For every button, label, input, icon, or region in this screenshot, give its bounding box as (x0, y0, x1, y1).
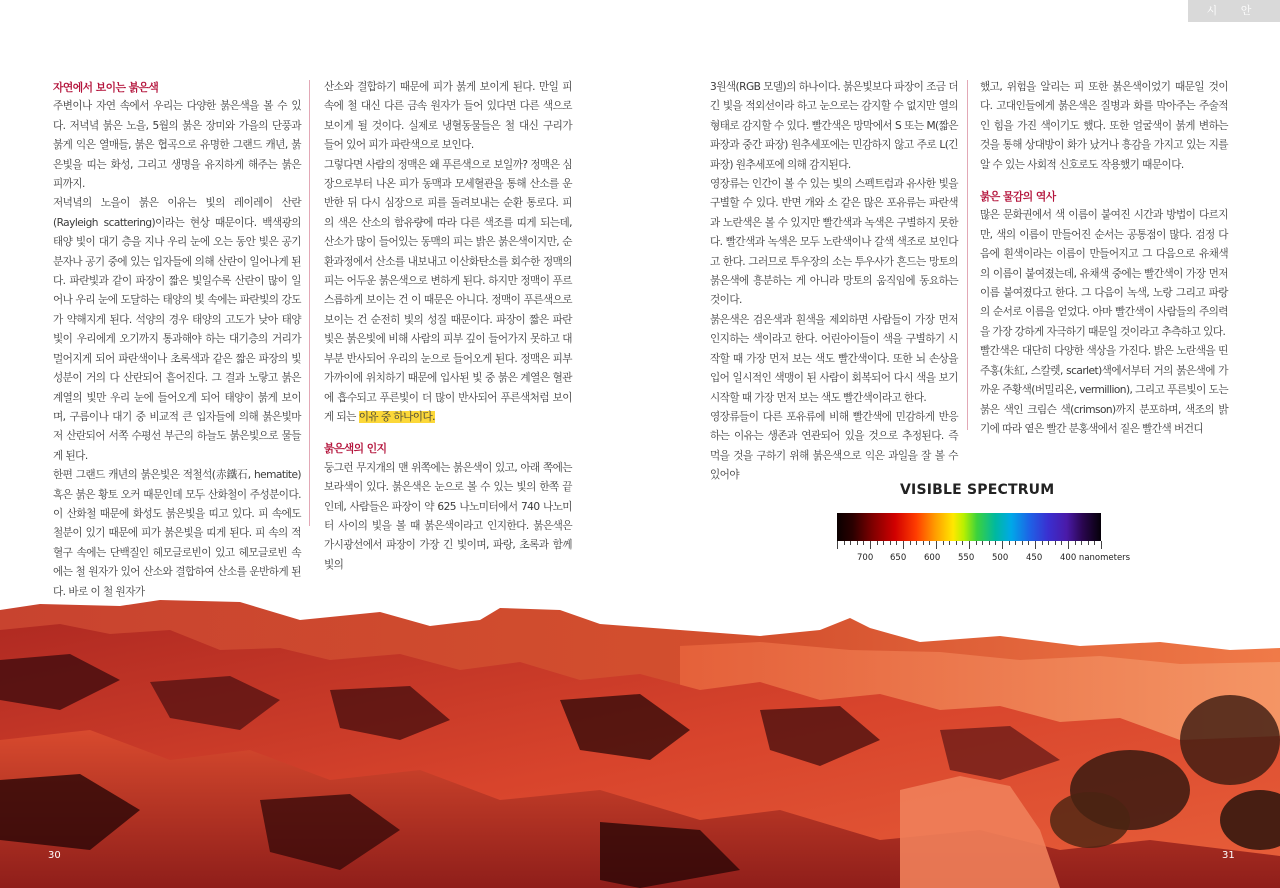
spectrum-tick-label: 400 nanometers (1060, 553, 1131, 563)
spectrum-tick (936, 541, 937, 549)
spectrum-gradient-bar (837, 513, 1101, 541)
spectrum-title: VISIBLE SPECTRUM (900, 482, 1055, 498)
spectrum-tick (982, 541, 983, 545)
spectrum-tick (1101, 541, 1102, 549)
section-heading: 붉은 물감의 역사 (980, 190, 1056, 204)
spectrum-tick (949, 541, 950, 545)
spectrum-tick (837, 541, 838, 549)
canyon-photo (0, 590, 1280, 888)
paragraph: 한편 그랜드 캐년의 붉은빛은 적철석(赤鐵石, hematite) 혹은 붉은 황토 오커 때문인데 모두 산화철이 주성분이다. 이 산화철 때문에 화성도 붉은빛을 띠고 있다. 피 속에도 철분이 있기 때문에 피가 붉은빛을 띠게 된다. 피 속의 적혈구 속에는 단백질인 헤모글로빈이 있고 헤모글로빈 속에는 철 원자가 있어 산소와 결합하여 산소를 운반하게 된다. 바로 이 철 원자가 (53, 469, 301, 598)
spectrum-tick (1015, 541, 1016, 545)
spectrum-tick (1009, 541, 1010, 545)
paragraph: 했고, 위험을 알리는 피 또한 붉은색이었기 때문일 것이다. 고대인들에게 붉은색은 질병과 화를 막아주는 주술적인 힘을 가진 색이기도 했다. 또한 얼굴색이 붉게 변하는 것을 통해 상대방이 화가 났거나 흥감을 가지고 있는 지를 알 수 있는 사회적 신호로도 작용했기 때문이다. (980, 81, 1228, 171)
column-divider (967, 80, 968, 430)
spectrum-tick (995, 541, 996, 545)
spectrum-tick (929, 541, 930, 545)
spectrum-tick (890, 541, 891, 545)
spectrum-tick (1094, 541, 1095, 545)
spectrum-ticks (837, 541, 1101, 549)
spectrum-tick-label: 500 (992, 553, 1009, 563)
spectrum-tick (969, 541, 970, 549)
paragraph: 주변이나 자연 속에서 우리는 다양한 붉은색을 볼 수 있다. 저녁녘 붉은 노을, 5월의 붉은 장미와 가을의 단풍과 붉게 익은 열매들, 붉은 협곡으로 유명한 그랜드 캐년, 붉은빛을 띠는 화성, 그리고 생명을 유지하게 해주는 붉은 피까지. (53, 100, 301, 191)
paragraph (324, 156, 572, 428)
spectrum-tick (1042, 541, 1043, 545)
paragraph: 영장류들이 다른 포유류에 비해 빨간색에 민감하게 반응하는 이유는 생존과 연관되어 있을 것으로 추정된다. 즉 먹을 것을 구하기 위해 붉은색으로 익은 과일을 잘 볼 수 있어야 (710, 410, 958, 482)
spectrum-tick (962, 541, 963, 545)
spectrum-tick (956, 541, 957, 545)
spectrum-tick (1068, 541, 1069, 549)
spectrum-tick-label: 550 (958, 553, 975, 563)
highlighted-text: 이유 중 하나이다. (358, 410, 435, 423)
spectrum-tick (844, 541, 845, 545)
spectrum-tick-label: 600 (924, 553, 941, 563)
spectrum-tick-label: 450 (1026, 553, 1043, 563)
spectrum-tick (916, 541, 917, 545)
section-heading: 자연에서 보이는 붉은색 (53, 81, 159, 94)
paragraph: 둥그런 무지개의 맨 위쪽에는 붉은색이 있고, 아래 쪽에는 보라색이 있다. 붉은색은 눈으로 볼 수 있는 빛의 한쪽 끝인데, 사람들은 파장이 약 625 나노미터에서 740 나노미터 사이의 빛을 볼 때 붉은색이라고 인지한다. 붉은색은 가시광선에서 파장이 가장 긴 빛이며, 파랑, 초록과 함께 빛의 (324, 461, 572, 571)
page-number-right: 31 (1222, 850, 1235, 861)
paragraph: 산소와 결합하기 때문에 피가 붉게 보이게 된다. 만일 피 속에 철 대신 다른 금속 원자가 들어 있다면 다른 색으로 보이게 될 것이다. 실제로 냉혈동물들은 철 대신 구리가 들어 있어 피가 파란색으로 보인다. (324, 81, 572, 152)
spectrum-tick (1028, 541, 1029, 545)
spectrum-tick (1075, 541, 1076, 545)
column-divider (309, 80, 310, 526)
paragraph: 빨간색은 대단히 다양한 색상을 가진다. 밝은 노란색을 띤 주홍(朱紅, 스칼렛, scarlet)색에서부터 거의 붉은색에 가까운 주황색(버밀리온, vermillion), 그리고 푸른빛이 도는 붉은 색인 크림슨 색(crimson)까지 분포하며, 색조의 밝기에 따라 옅은 빨간 분홍색에서 짙은 빨간색 버건디 (980, 345, 1228, 435)
spectrum-tick (1035, 541, 1036, 549)
paragraph: 많은 문화권에서 색 이름이 붙여진 시간과 방법이 다르지만, 색의 이름이 만들어진 순서는 공통점이 많다. 검정 다음에 흰색이라는 이름이 만들어지고 그 다음으로 유채색의 이름이 붙여졌는데, 유채색 중에는 빨간색이 가장 먼저 이름 붙여졌다고 한다. 그 다음이 녹색, 노랑 그리고 파랑의 순서로 이름을 얻었다. 아마 빨간색이 사람들의 주의력을 가장 강하게 자극하기 때문일 것이라고 추측하고 있다. (980, 209, 1228, 338)
spectrum-tick (877, 541, 878, 545)
section-heading: 붉은색의 인지 (324, 442, 387, 456)
spectrum-tick (850, 541, 851, 545)
spectrum-tick (857, 541, 858, 545)
paragraph: 3원색(RGB 모델)의 하나이다. 붉은빛보다 파장이 조금 더 긴 빛을 적외선이라 하고 눈으로는 감지할 수 없지만 열의 형태로 감지할 수 있다. 빨간색은 망막에서 S 또는 M(짧은 파장과 중간 파장) 원추세포에는 민감하지 않고 주로 L(긴 파장) 원추세포에 의해 감지된다. (710, 81, 958, 171)
paragraph: 영장류는 인간이 볼 수 있는 빛의 스펙트럼과 유사한 빛을 구별할 수 있다. 반면 개와 소 같은 많은 포유류는 파란색과 노란색은 볼 수 있지만 빨간색과 녹색은 구별하지 못한다. 빨간색과 녹색은 모두 노란색이나 갈색 색조로 보인다고 한다. 그러므로 투우장의 소는 투우사가 흔드는 망토의 붉은색에 흥분하는 게 아니라 망토의 움직임에 동요하는 것이다. (710, 178, 958, 307)
text-column-2 (324, 78, 572, 575)
spectrum-tick (923, 541, 924, 545)
paragraph: 붉은색은 검은색과 흰색을 제외하면 사람들이 가장 먼저 인지하는 색이라고 한다. 어린아이들이 색을 구별하기 시작할 때 가장 먼저 보는 색도 빨간색이다. 또한 뇌 손상을 입어 일시적인 색맹이 된 사람이 회복되어 다시 색을 보기 시작할 때 가장 먼저 보는 색도 빨간색이라고 한다. (710, 313, 958, 404)
spectrum-tick (976, 541, 977, 545)
spectrum-tick (1061, 541, 1062, 545)
spectrum-tick (1002, 541, 1003, 549)
paragraph-text: 그렇다면 사람의 정맥은 왜 푸른색으로 보일까? 정맥은 심장으로부터 나온 피가 동맥과 모세혈관을 통해 산소를 운반한 뒤 다시 심장으로 피를 돌려보내는 순환 통로다. 피의 색은 산소의 함유량에 따라 다른 색조를 띠게 되는데, 산소가 많이 들어있는 동맥의 피는 밝은 붉은색이지만, 순환과정에서 산소를 내보내고 이산화탄소를 회수한 정맥의 피는 어두운 붉은색으로 변하게 된다. 하지만 정맥이 푸르스름하게 보이는 건 이 때문은 아니다. 정맥이 푸른색으로 보이는 건 순전히 빛의 성질 때문이다. 파장이 짧은 파란빛은 붉은빛에 비해 사람의 피부 깊이 들어가지 못하고 대부분 반사되어 우리의 눈으로 들어오게 된다. 정맥은 피부 가까이에 위치하기 때문에 입사된 빛 중 붉은 계열은 혈관에 흡수되고 푸른빛이 더 많이 반사되어 푸른색처럼 보이게 되는 (324, 158, 572, 423)
spectrum-tick (1088, 541, 1089, 545)
text-column-1 (53, 78, 301, 602)
spectrum-tick (1048, 541, 1049, 545)
spectrum-tick (943, 541, 944, 545)
spectrum-tick (903, 541, 904, 549)
spectrum-tick (883, 541, 884, 545)
spectrum-tick (863, 541, 864, 545)
spectrum-tick (896, 541, 897, 545)
section-tab: 시 안 (1188, 0, 1280, 22)
spectrum-tick (989, 541, 990, 545)
spectrum-tick (1022, 541, 1023, 545)
paragraph: 저녁녘의 노을이 붉은 이유는 빛의 레이레이 산란(Rayleigh scattering)이라는 현상 때문이다. 백색광의 태양 빛이 대기 층을 지나 우리 눈에 오는 동안 빛은 공기 분자나 공기 중에 있는 입자들에 의해 산란이 일어나게 된다. 파란빛과 같이 파장이 짧은 빛일수록 산란이 많이 일어나 우리 눈에 도달하는 태양의 빛 속에는 파란빛의 강도가 약해지게 된다. 석양의 경우 태양의 고도가 낮아 태양빛이 우리에게 오기까지 통과해야 하는 대기층의 거리가 멀어지게 되어 파란색이나 초록색과 같은 짧은 파장의 빛 성분이 거의 다 산란되어 흩어진다. 그 결과 노랗고 붉은 계열의 빛만 우리 눈에 들어오게 되어 태양이 붉게 보이며, 구름이나 대기 중 비교적 큰 입자들에 의해 붉은빛마저 산란되어 서쪽 수평선 부근의 하늘도 붉은빛으로 물들게 된다. (53, 197, 301, 462)
spectrum-tick (910, 541, 911, 545)
spectrum-tick-label: 700 (857, 553, 874, 563)
spectrum-tick-label: 650 (890, 553, 907, 563)
spectrum-tick (1055, 541, 1056, 545)
spectrum-tick (870, 541, 871, 549)
page-number-left: 30 (48, 850, 61, 861)
spectrum-tick (1081, 541, 1082, 545)
text-column-3 (710, 78, 958, 486)
text-column-4 (980, 78, 1228, 439)
